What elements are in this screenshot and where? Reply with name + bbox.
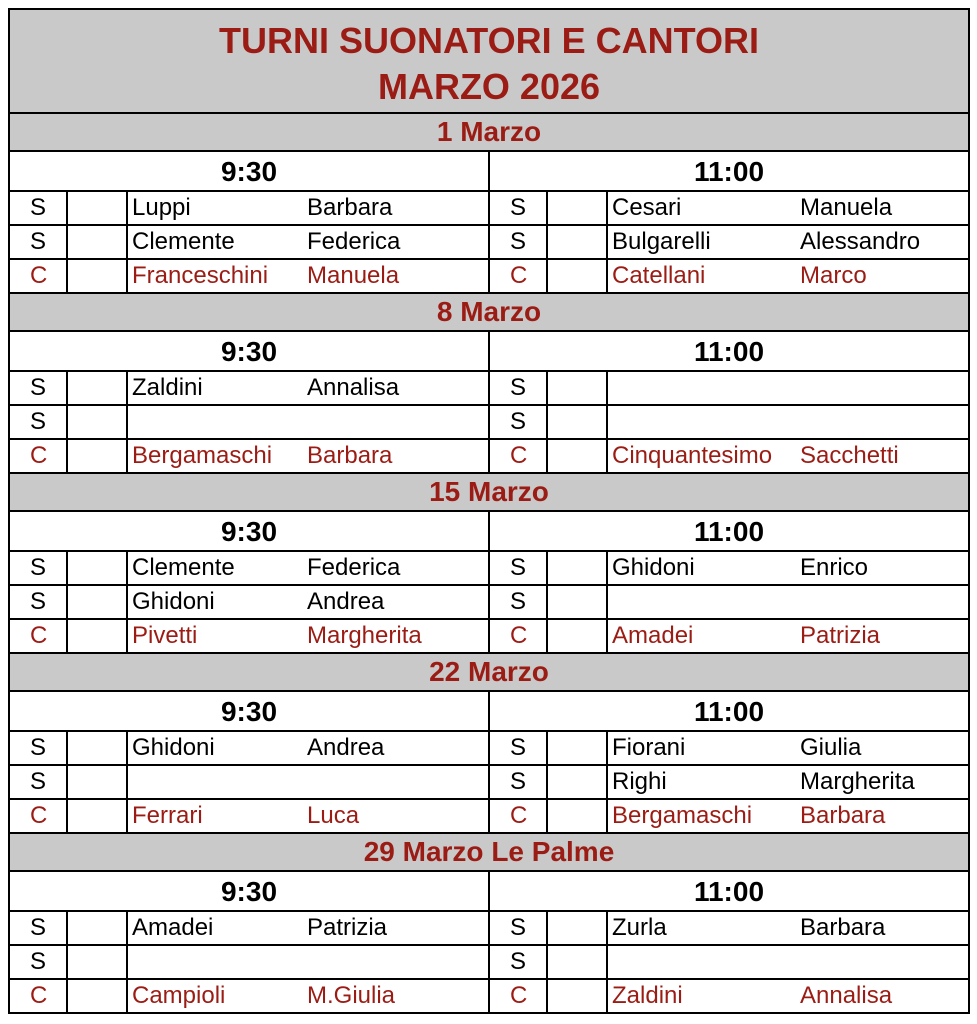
time-slot-first: 9:30 — [220, 516, 278, 547]
second-mass-cells — [488, 980, 968, 1012]
time-slot-first: 9:30 — [220, 156, 278, 187]
schedule-sheet — [8, 8, 970, 1014]
table-row — [8, 912, 970, 946]
week-section — [8, 474, 970, 654]
empty-cell — [68, 620, 128, 652]
week-date-header: 15 Marzo — [8, 474, 970, 512]
table-row — [8, 620, 970, 654]
table-row — [8, 800, 970, 834]
empty-cell — [68, 980, 128, 1012]
role-cell: C — [490, 260, 548, 292]
surname-cell — [608, 372, 796, 404]
first-name-cell — [303, 766, 488, 798]
empty-cell — [548, 732, 608, 764]
role-cell: S — [10, 766, 68, 798]
second-mass-cells — [488, 440, 968, 472]
surname-cell — [608, 586, 796, 618]
first-name-cell: Andrea — [307, 734, 385, 761]
table-row — [8, 260, 970, 294]
role-cell: C — [10, 980, 68, 1012]
time-header-row — [8, 152, 970, 192]
role-cell: S — [10, 946, 68, 978]
surname-cell — [128, 766, 303, 798]
role-cell: S — [490, 406, 548, 438]
empty-cell — [548, 406, 608, 438]
second-mass-cells — [488, 406, 968, 438]
second-mass-cells — [488, 732, 968, 764]
second-mass-cells — [488, 946, 968, 978]
role-cell: S — [490, 192, 548, 224]
first-name-cell: Manuela — [800, 194, 893, 221]
empty-cell — [548, 192, 608, 224]
first-name-cell: Luca — [307, 802, 360, 829]
first-mass-cells — [10, 732, 488, 764]
empty-cell — [68, 766, 128, 798]
time-header-row — [8, 872, 970, 912]
table-row — [8, 406, 970, 440]
role-cell: C — [490, 800, 548, 832]
surname-cell: Cinquantesimo — [612, 442, 773, 469]
empty-cell — [548, 440, 608, 472]
time-slot-second: 11:00 — [488, 152, 968, 190]
first-name-cell: Andrea — [307, 588, 385, 615]
surname-cell: Cesari — [612, 194, 682, 221]
surname-cell — [128, 946, 303, 978]
surname-cell — [128, 406, 303, 438]
first-name-cell: Barbara — [800, 802, 886, 829]
role-cell: C — [10, 440, 68, 472]
first-name-cell: Barbara — [800, 914, 886, 941]
empty-cell — [68, 800, 128, 832]
empty-cell — [548, 766, 608, 798]
first-name-cell: Alessandro — [800, 228, 921, 255]
empty-cell — [68, 912, 128, 944]
first-mass-cells — [10, 552, 488, 584]
surname-cell: Franceschini — [132, 262, 269, 289]
role-cell: C — [490, 620, 548, 652]
first-mass-cells — [10, 980, 488, 1012]
surname-cell — [608, 946, 796, 978]
surname-cell: Ferrari — [132, 802, 203, 829]
empty-cell — [548, 980, 608, 1012]
title-block — [8, 8, 970, 114]
second-mass-cells — [488, 800, 968, 832]
role-cell: S — [490, 732, 548, 764]
role-cell: S — [10, 586, 68, 618]
surname-cell: Zaldini — [612, 982, 683, 1009]
time-slot-first: 9:30 — [220, 876, 278, 907]
week-date-header: 8 Marzo — [8, 294, 970, 332]
surname-cell: Ghidoni — [612, 554, 695, 581]
first-mass-cells — [10, 440, 488, 472]
first-name-cell — [796, 586, 968, 618]
table-row — [8, 946, 970, 980]
week-date-header: 1 Marzo — [8, 114, 970, 152]
empty-cell — [68, 260, 128, 292]
empty-cell — [548, 552, 608, 584]
time-slot-first: 9:30 — [220, 696, 278, 727]
role-cell: C — [10, 260, 68, 292]
role-cell: S — [10, 732, 68, 764]
empty-cell — [548, 226, 608, 258]
week-section — [8, 294, 970, 474]
empty-cell — [68, 226, 128, 258]
empty-cell — [68, 440, 128, 472]
role-cell: C — [490, 440, 548, 472]
table-row — [8, 440, 970, 474]
first-name-cell: Barbara — [307, 442, 393, 469]
table-row — [8, 226, 970, 260]
empty-cell — [68, 586, 128, 618]
surname-cell: Ghidoni — [132, 734, 215, 761]
first-name-cell: Annalisa — [307, 374, 400, 401]
first-mass-cells — [10, 800, 488, 832]
week-section — [8, 654, 970, 834]
empty-cell — [68, 552, 128, 584]
surname-cell: Righi — [612, 768, 667, 795]
table-row — [8, 372, 970, 406]
first-name-cell: Barbara — [307, 194, 393, 221]
first-name-cell: Giulia — [800, 734, 862, 761]
empty-cell — [68, 192, 128, 224]
first-name-cell — [796, 406, 968, 438]
first-name-cell: Federica — [307, 228, 401, 255]
empty-cell — [548, 260, 608, 292]
first-name-cell: Sacchetti — [800, 442, 899, 469]
first-mass-cells — [10, 192, 488, 224]
empty-cell — [548, 946, 608, 978]
table-row — [8, 552, 970, 586]
first-mass-cells — [10, 620, 488, 652]
role-cell: C — [490, 980, 548, 1012]
surname-cell: Catellani — [612, 262, 706, 289]
surname-cell: Ghidoni — [132, 588, 215, 615]
second-mass-cells — [488, 260, 968, 292]
empty-cell — [548, 800, 608, 832]
role-cell: S — [10, 552, 68, 584]
second-mass-cells — [488, 766, 968, 798]
first-name-cell: Patrizia — [800, 622, 881, 649]
time-slot-second: 11:00 — [488, 512, 968, 550]
table-row — [8, 732, 970, 766]
surname-cell: Bergamaschi — [612, 802, 753, 829]
surname-cell: Amadei — [132, 914, 214, 941]
first-mass-cells — [10, 406, 488, 438]
first-mass-cells — [10, 372, 488, 404]
surname-cell: Amadei — [612, 622, 694, 649]
table-row — [8, 766, 970, 800]
first-name-cell — [796, 946, 968, 978]
surname-cell: Fiorani — [612, 734, 686, 761]
table-row — [8, 980, 970, 1014]
table-row — [8, 192, 970, 226]
surname-cell: Bulgarelli — [612, 228, 711, 255]
empty-cell — [548, 912, 608, 944]
role-cell: S — [10, 372, 68, 404]
first-mass-cells — [10, 912, 488, 944]
page-subtitle: MARZO 2026 — [377, 66, 601, 107]
weeks-container — [8, 114, 970, 1014]
week-section — [8, 114, 970, 294]
surname-cell: Zaldini — [132, 374, 203, 401]
first-name-cell: Marco — [800, 262, 867, 289]
page-title: TURNI SUONATORI E CANTORI — [218, 20, 760, 61]
first-mass-cells — [10, 226, 488, 258]
first-mass-cells — [10, 260, 488, 292]
empty-cell — [68, 946, 128, 978]
first-name-cell — [303, 946, 488, 978]
surname-cell — [608, 406, 796, 438]
surname-cell: Pivetti — [132, 622, 198, 649]
role-cell: S — [490, 912, 548, 944]
second-mass-cells — [488, 552, 968, 584]
week-date-header: 22 Marzo — [8, 654, 970, 692]
role-cell: C — [10, 620, 68, 652]
role-cell: S — [10, 406, 68, 438]
first-name-cell: Federica — [307, 554, 401, 581]
surname-cell: Clemente — [132, 554, 235, 581]
time-header-row — [8, 692, 970, 732]
role-cell: S — [490, 372, 548, 404]
week-section — [8, 834, 970, 1014]
first-name-cell: Margherita — [800, 768, 915, 795]
surname-cell: Zurla — [612, 914, 667, 941]
first-name-cell: Annalisa — [800, 982, 893, 1009]
table-row — [8, 586, 970, 620]
second-mass-cells — [488, 586, 968, 618]
first-mass-cells — [10, 586, 488, 618]
role-cell: C — [10, 800, 68, 832]
week-date-header: 29 Marzo Le Palme — [8, 834, 970, 872]
empty-cell — [548, 372, 608, 404]
first-name-cell: M.Giulia — [307, 982, 396, 1009]
surname-cell: Campioli — [132, 982, 226, 1009]
role-cell: S — [10, 912, 68, 944]
role-cell: S — [490, 552, 548, 584]
role-cell: S — [490, 226, 548, 258]
role-cell: S — [10, 192, 68, 224]
role-cell: S — [10, 226, 68, 258]
first-name-cell: Manuela — [307, 262, 400, 289]
empty-cell — [548, 586, 608, 618]
first-mass-cells — [10, 946, 488, 978]
first-name-cell — [796, 372, 968, 404]
time-slot-second: 11:00 — [488, 332, 968, 370]
empty-cell — [68, 372, 128, 404]
role-cell: S — [490, 946, 548, 978]
empty-cell — [548, 620, 608, 652]
surname-cell: Bergamaschi — [132, 442, 273, 469]
empty-cell — [68, 406, 128, 438]
first-name-cell — [303, 406, 488, 438]
time-header-row — [8, 332, 970, 372]
time-slot-second: 11:00 — [488, 692, 968, 730]
first-name-cell: Patrizia — [307, 914, 388, 941]
surname-cell: Clemente — [132, 228, 235, 255]
second-mass-cells — [488, 912, 968, 944]
second-mass-cells — [488, 192, 968, 224]
empty-cell — [68, 732, 128, 764]
time-slot-second: 11:00 — [488, 872, 968, 910]
first-mass-cells — [10, 766, 488, 798]
first-name-cell: Enrico — [800, 554, 869, 581]
time-slot-first: 9:30 — [220, 336, 278, 367]
first-name-cell: Margherita — [307, 622, 422, 649]
second-mass-cells — [488, 372, 968, 404]
second-mass-cells — [488, 620, 968, 652]
second-mass-cells — [488, 226, 968, 258]
role-cell: S — [490, 766, 548, 798]
surname-cell: Luppi — [132, 194, 191, 221]
time-header-row — [8, 512, 970, 552]
role-cell: S — [490, 586, 548, 618]
